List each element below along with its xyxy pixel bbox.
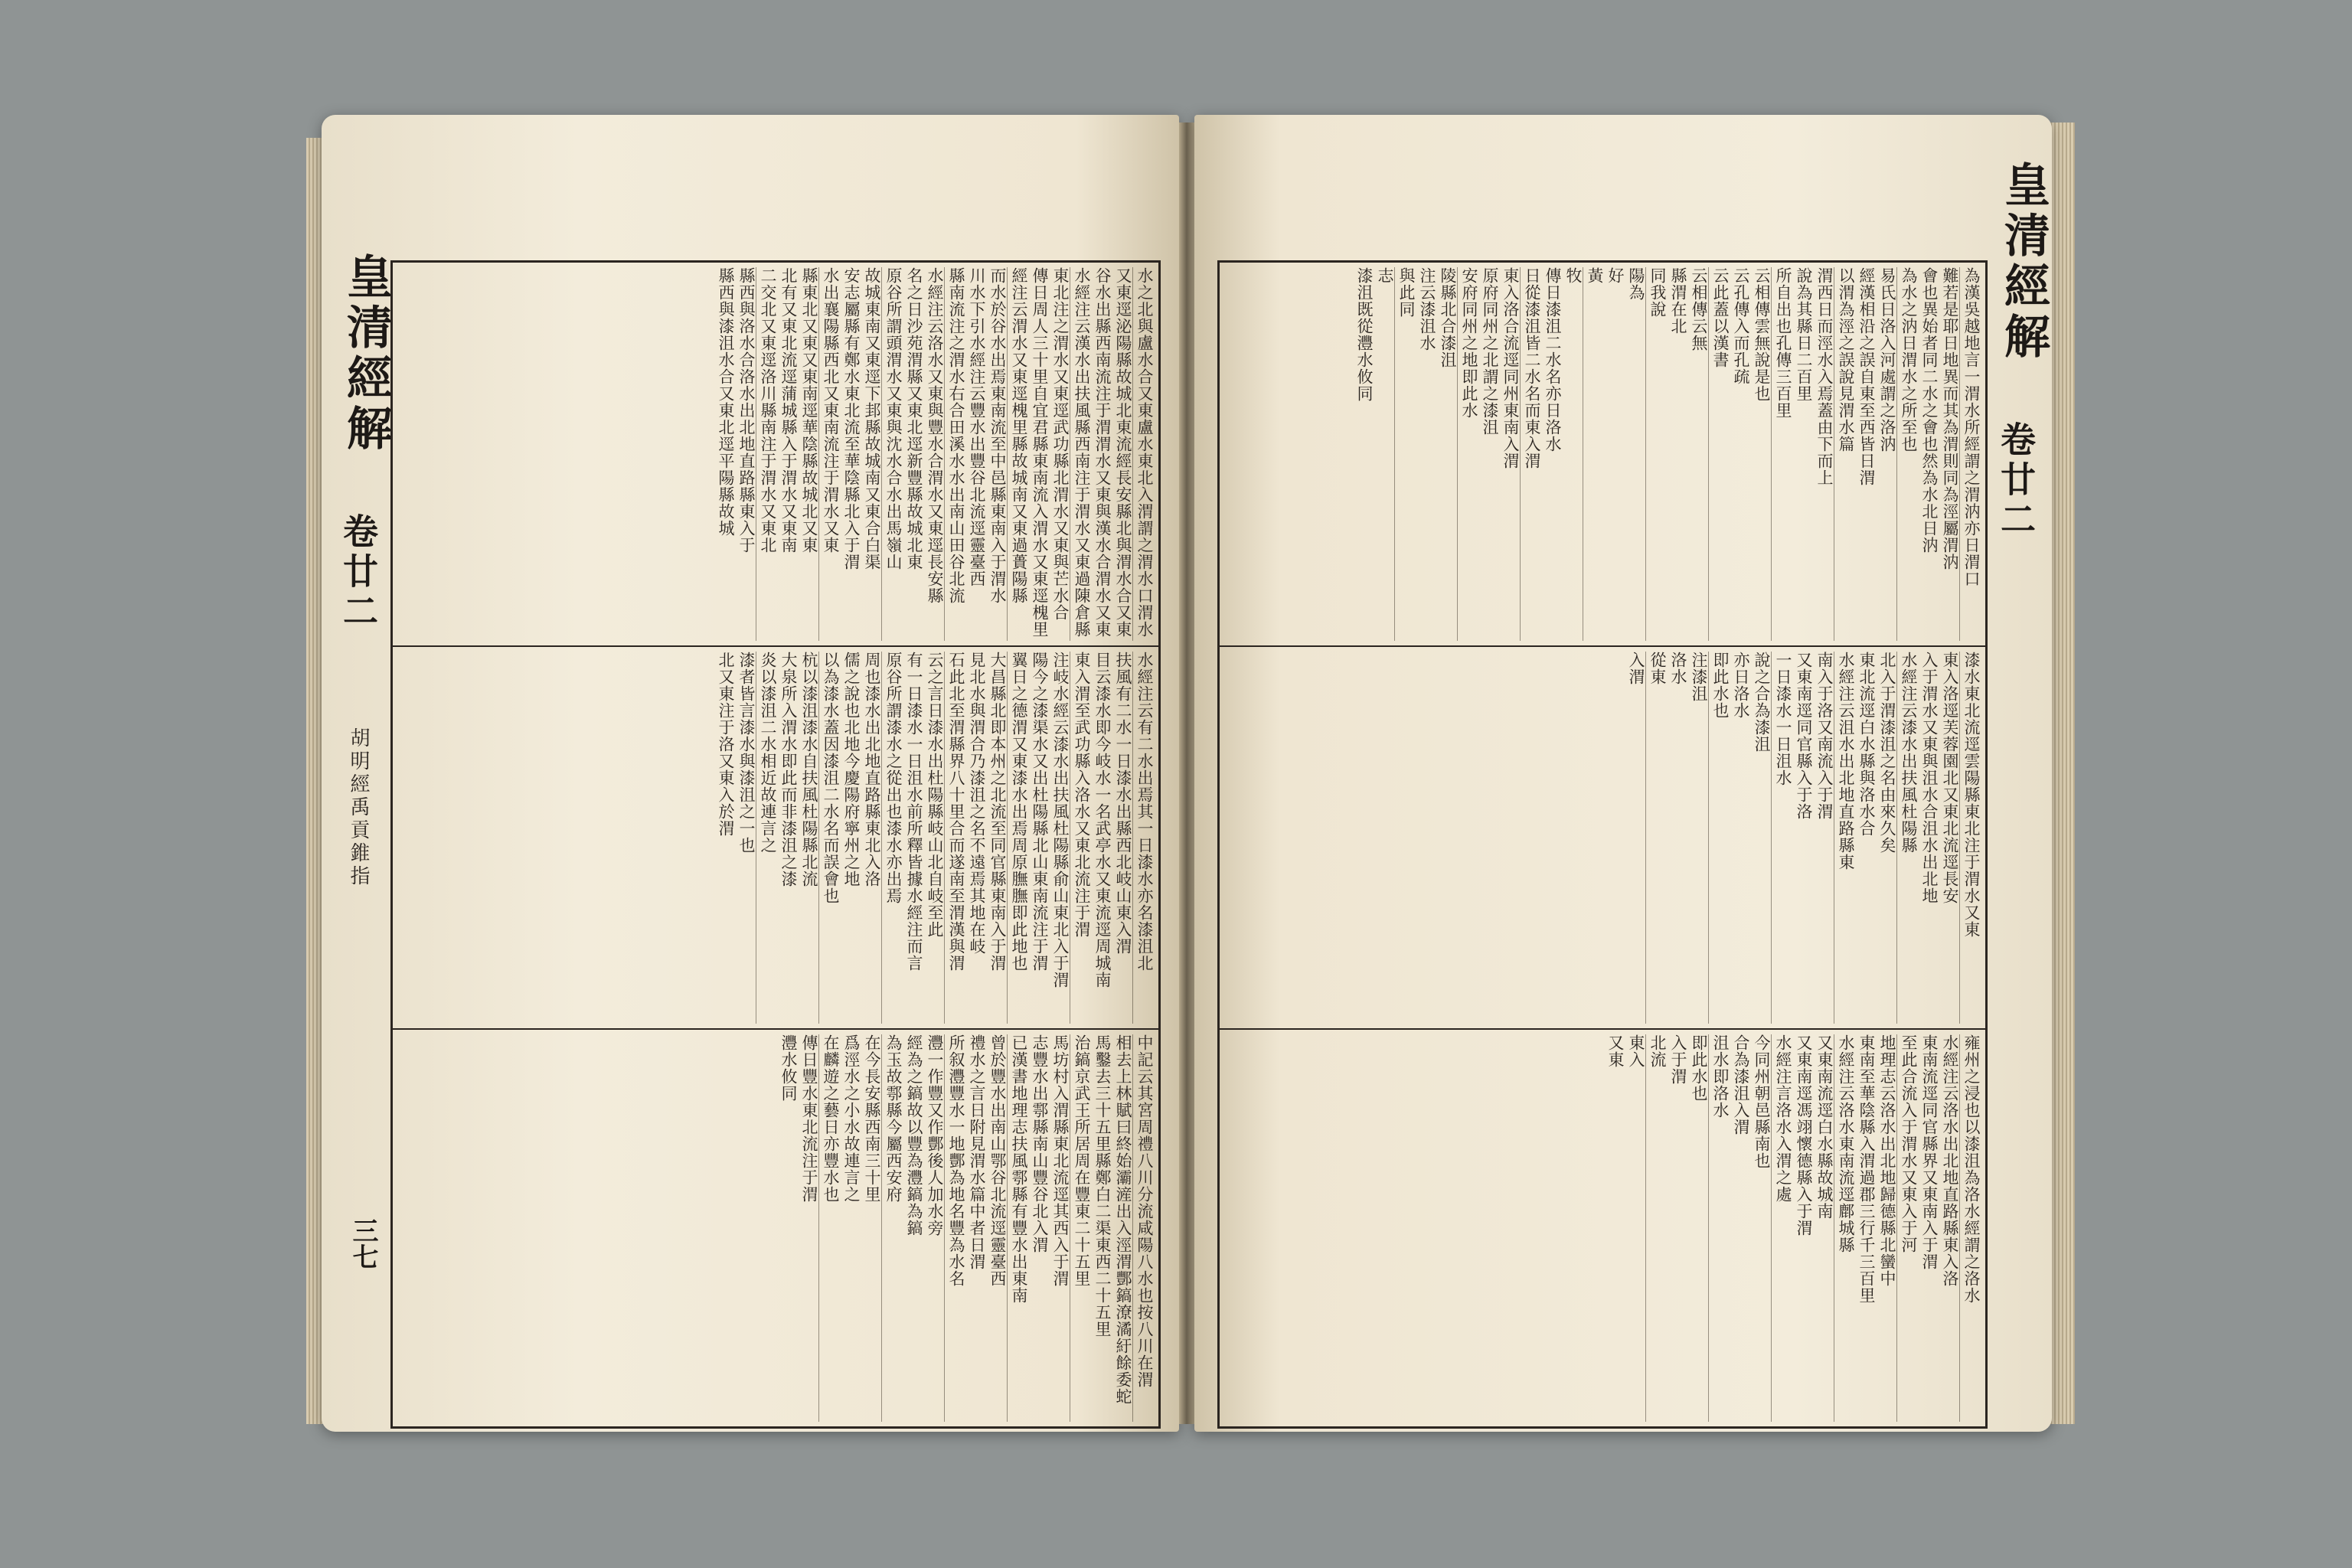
text-column: 亦日洛水 <box>1732 652 1750 719</box>
text-column: 曾於豐水出南山鄂谷北流逕靈臺西 <box>988 1034 1007 1287</box>
text-column: 縣西與漆沮水合又東北逕平陽縣故城 <box>717 267 735 537</box>
text-column: 已漢書地理志扶風鄠縣有豐水出東南 <box>1007 1034 1028 1422</box>
text-column: 即此水也 <box>1708 652 1730 1024</box>
text-column: 大昌縣北即本州之北流至同官縣東南入于渭 <box>988 652 1007 972</box>
right-band-divider-1 <box>1220 645 1985 647</box>
text-column: 在麟遊之藝日亦豐水也 <box>818 1034 840 1422</box>
text-column: 在今長安縣西南三十里 <box>863 1034 881 1203</box>
left-bottom-band <box>397 1034 1154 1422</box>
text-column: 東入洛合流逕同州東南入渭 <box>1501 267 1520 469</box>
text-column: 縣渭在北 <box>1669 267 1687 335</box>
text-column: 為漢吳越地言一渭水所經謂之渭汭亦日渭口 <box>1959 267 1981 641</box>
text-column: 又東 <box>1606 1034 1625 1068</box>
right-page <box>1194 115 2052 1432</box>
text-column: 陽今之漆渠水又出杜陽縣北山東南流注于渭 <box>1031 652 1049 972</box>
text-column: 所叙灃豐水一地酆為地名豐為水名 <box>944 1034 965 1422</box>
text-column: 東入 <box>1627 1034 1645 1068</box>
text-column: 洛水 <box>1669 652 1687 685</box>
text-column: 南入于洛又南流入于渭 <box>1815 652 1834 820</box>
text-column: 水經注云漆水出扶風杜陽縣 <box>1896 652 1918 1024</box>
text-column: 即此水也 <box>1690 1034 1708 1102</box>
text-column: 一日漆水一日沮水 <box>1771 652 1792 1024</box>
text-column: 治鎬京武王所居周在豐東二十五里 <box>1070 1034 1091 1422</box>
text-column: 所自出也孔傳三百里 <box>1771 267 1792 641</box>
text-column: 經為之鎬故以豐為灃鎬為鎬 <box>905 1034 923 1236</box>
text-column: 水經注云沮水出北地直路縣東 <box>1834 652 1855 1024</box>
right-volume-label: 卷廿二 <box>1995 421 2037 541</box>
left-band-divider-2 <box>393 1028 1158 1030</box>
text-column: 馬鑿去三十五里縣鄭白二渠東西二十五里 <box>1093 1034 1112 1338</box>
text-column: 扶風有二水一日漆水出縣西北岐山東入渭 <box>1114 652 1132 955</box>
left-folio-number: 三七 <box>348 1217 378 1269</box>
text-column: 又東南逕馮翊懷德縣入于渭 <box>1795 1034 1813 1236</box>
text-column: 從東 <box>1645 652 1667 1024</box>
text-column: 水經注云有二水出焉其一日漆水亦名漆沮北 <box>1132 652 1154 1024</box>
text-column: 原谷所謂頭渭水又東與沈水合水出馬嶺山 <box>881 267 903 641</box>
text-column: 水出襄陽縣西北又東南流注于渭水又東 <box>818 267 840 641</box>
text-column: 北又東注于洛又東入於渭 <box>717 652 735 837</box>
text-column: 注云漆沮水 <box>1418 267 1436 351</box>
text-column: 注岐水經云漆水出扶風杜陽縣俞山東北入于渭 <box>1051 652 1070 988</box>
text-column: 云此蓋以漢書 <box>1708 267 1730 641</box>
text-column: 入渭 <box>1627 652 1645 685</box>
text-column: 說為其縣日二百里 <box>1795 267 1813 402</box>
right-top-band <box>1224 267 1981 641</box>
text-column: 今同州朝邑縣南也 <box>1753 1034 1771 1169</box>
text-column: 禮水之言日附見渭水篇中者日渭 <box>968 1034 986 1270</box>
text-column: 水經注言洛水入渭之處 <box>1771 1034 1792 1422</box>
text-column: 漆沮既從灃水攸同 <box>1355 267 1374 402</box>
left-page <box>322 115 1179 1432</box>
text-column: 志豐水出鄠縣南山豐谷北入渭 <box>1031 1034 1049 1253</box>
text-column: 又東南逕同官縣入于洛 <box>1795 652 1813 820</box>
text-column: 東入洛逕芙蓉園北又東北流逕長安 <box>1941 652 1959 904</box>
text-column: 漆者皆言漆水與漆沮之一也 <box>737 652 756 854</box>
text-column: 好 <box>1606 267 1625 284</box>
open-book <box>306 92 2067 1470</box>
text-column: 東北流逕白水縣與洛水合 <box>1857 652 1876 837</box>
text-column: 同我說 <box>1645 267 1667 641</box>
text-column: 東北注之渭水又東逕武功縣北渭水又東與芒水合 <box>1051 267 1070 621</box>
text-column: 馬坊村入渭縣東北流逕其西入于渭 <box>1051 1034 1070 1287</box>
text-column: 經漢相沿之誤自東至西皆日渭 <box>1857 267 1876 486</box>
left-band-divider-1 <box>393 645 1158 647</box>
text-column: 為水之汭日渭水之所至也 <box>1896 267 1918 641</box>
text-column: 翼日之德渭又東漆水出焉周原膴膴即此地也 <box>1007 652 1028 1024</box>
text-column: 至此合流入于渭水又東入于河 <box>1896 1034 1918 1422</box>
text-column: 志 <box>1376 267 1394 284</box>
text-column: 故城東南又東逕下邽縣故城南又東合白渠 <box>863 267 881 570</box>
text-column: 名之日沙苑渭縣又東北逕新豐縣故城北東 <box>905 267 923 570</box>
text-column: 注漆沮 <box>1690 652 1708 702</box>
text-column: 石此北至渭縣界八十里合而遂南至渭漢與渭 <box>944 652 965 1024</box>
text-column: 水經注云洛水東南流逕鄜城縣 <box>1834 1034 1855 1422</box>
left-volume-label: 卷廿二 <box>338 513 379 632</box>
text-column: 經注云渭水又東逕槐里縣故城南又東過蕢陽縣 <box>1007 267 1028 641</box>
text-column: 安志屬縣有鄭水東北流至華陰縣北入于渭 <box>842 267 861 570</box>
text-column: 以渭為涇之誤說見渭水篇 <box>1834 267 1855 641</box>
text-column: 水經注云洛水出北地直路縣東入洛 <box>1941 1034 1959 1287</box>
text-column: 入于渭水又東與沮水合沮水出北地 <box>1920 652 1939 904</box>
text-column: 二交北又東逕洛川縣南注于渭水又東北 <box>756 267 777 641</box>
text-column: 漆水東北流逕雲陽縣東北注于渭水又東 <box>1959 652 1981 1024</box>
text-column: 北入于渭漆沮之名由來久矣 <box>1878 652 1896 854</box>
text-column: 傳日漆沮二水名亦日洛水 <box>1544 267 1562 452</box>
text-column: 灃水攸同 <box>779 1034 798 1102</box>
text-column: 炎以漆沮二水相近故連言之 <box>756 652 777 1024</box>
text-column: 云相傳雲無說是也 <box>1753 267 1771 402</box>
text-column: 縣東北又東又東南逕華陰縣故城北又東 <box>800 267 818 554</box>
text-column: 黃 <box>1583 267 1604 641</box>
text-column: 以為漆水蓋因漆沮二水名而誤會也 <box>818 652 840 1024</box>
text-column: 水經注云洛水又東與豐水合渭水又東逕長安縣 <box>926 267 944 604</box>
text-column: 東南流逕同官縣界又東南入于渭 <box>1920 1034 1939 1270</box>
text-column: 傳日周人三十里自宜君縣東南流入渭水又東逕槐里 <box>1031 267 1049 638</box>
text-column: 周也漆水出北地直路縣東北入洛 <box>863 652 881 887</box>
text-column: 有一日漆水一日沮水前所釋皆據水經注而言 <box>905 652 923 972</box>
text-column: 東入渭至武功縣入洛水又東北流注于渭 <box>1070 652 1091 1024</box>
text-column: 而水於谷水出焉東南流至中邑縣東南入于渭水 <box>988 267 1007 604</box>
text-column: 東南至華陰縣入渭過郡三行千三百里 <box>1857 1034 1876 1304</box>
text-column: 縣西與洛水合洛水出北地直路縣東入于 <box>737 267 756 554</box>
text-column: 日從漆沮皆二水名而東入渭 <box>1520 267 1541 641</box>
text-column: 杭以漆沮漆水自扶風杜陽縣北流 <box>800 652 818 887</box>
text-column: 雍州之浸也以漆沮為洛水經謂之洛水 <box>1959 1034 1981 1422</box>
text-column: 目云漆水即今岐水一名武亭水又東流逕周城南 <box>1093 652 1112 988</box>
right-band-divider-2 <box>1220 1028 1985 1030</box>
left-author-note: 胡明經禹貢錐指 <box>347 727 370 888</box>
text-column: 原谷所謂漆水之從出也漆水亦出焉 <box>881 652 903 1024</box>
text-column: 又東南流逕白水縣故城南 <box>1815 1034 1834 1220</box>
right-bottom-band <box>1224 1034 1981 1422</box>
text-column: 易氏日洛入河處謂之洛汭 <box>1878 267 1896 452</box>
text-column: 說之合為漆沮 <box>1753 652 1771 753</box>
text-column: 地理志云洛水出北地歸德縣北蠻中 <box>1878 1034 1896 1287</box>
text-column: 灃一作豐又作酆後人加水旁 <box>926 1034 944 1236</box>
text-column: 難若是耶日地異而其為渭則同為涇屬渭汭 <box>1941 267 1959 570</box>
text-column: 渭西日而涇水入焉蓋由下而上 <box>1815 267 1834 486</box>
text-column: 原府同州之北謂之漆沮 <box>1481 267 1499 436</box>
text-column: 會也異始者同二水之會也然為水北日汭 <box>1920 267 1939 554</box>
text-column: 大泉所入渭水即此而非漆沮之漆 <box>779 652 798 887</box>
text-column: 爲涇水之小水故連言之 <box>842 1034 861 1203</box>
left-running-title: 皇清經解 <box>339 253 393 455</box>
right-middle-band <box>1224 652 1981 1024</box>
text-column: 見北水與渭合乃漆沮之名不遠焉其地在岐 <box>968 652 986 955</box>
text-column: 水之北與盧水合又東盧水東北入渭謂之渭水口渭水 <box>1132 267 1154 641</box>
text-column: 陵縣北合漆沮 <box>1439 267 1457 368</box>
text-column: 傳日豐水東北流注于渭 <box>800 1034 818 1203</box>
right-running-title: 皇清經解 <box>1997 161 2050 363</box>
text-column: 沮水即洛水 <box>1708 1034 1730 1422</box>
text-column: 川水下引水經注云豐水出豐谷北流逕靈臺西 <box>968 267 986 587</box>
text-column: 相去上林賦曰終始灞滻出入涇渭酆鎬潦潏紆餘委蛇 <box>1114 1034 1132 1405</box>
left-text-frame <box>390 260 1161 1429</box>
text-column: 又東逕泌陽縣故城北東流經長安縣北與渭水合又東 <box>1114 267 1132 638</box>
text-column: 谷水出縣西南流注于渭渭水又東與漢水合渭水又東 <box>1093 267 1112 638</box>
text-column: 云孔傳入而孔疏 <box>1732 267 1750 385</box>
text-column: 儒之說也北地今慶陽府寧州之地 <box>842 652 861 887</box>
text-column: 水經注云漢水出扶風縣西南注于渭水又東過陳倉縣 <box>1070 267 1091 641</box>
text-column: 云相傳云無 <box>1690 267 1708 351</box>
text-column: 中記云其宮周禮八川分流咸陽八水也按八川在渭 <box>1132 1034 1154 1422</box>
text-column: 與此同 <box>1394 267 1416 641</box>
text-column: 安府同州之地即此水 <box>1457 267 1478 641</box>
text-column: 云之言日漆水出杜陽縣岐山北自岐至此 <box>926 652 944 938</box>
text-column: 合為漆沮入渭 <box>1732 1034 1750 1135</box>
text-column: 北有又東北流逕蒲城縣入于渭水又東南 <box>779 267 798 554</box>
text-column: 縣南流注之渭水右合田溪水水出南山田谷北流 <box>944 267 965 641</box>
text-column: 為玉故鄠縣今屬西安府 <box>881 1034 903 1422</box>
text-column: 入于渭 <box>1669 1034 1687 1085</box>
book-gutter <box>1179 122 1194 1424</box>
text-column: 牧 <box>1564 267 1583 284</box>
text-column: 陽為 <box>1627 267 1645 301</box>
right-text-frame <box>1217 260 1988 1429</box>
text-column: 北流 <box>1645 1034 1667 1422</box>
left-middle-band <box>397 652 1154 1024</box>
left-top-band <box>397 267 1154 641</box>
